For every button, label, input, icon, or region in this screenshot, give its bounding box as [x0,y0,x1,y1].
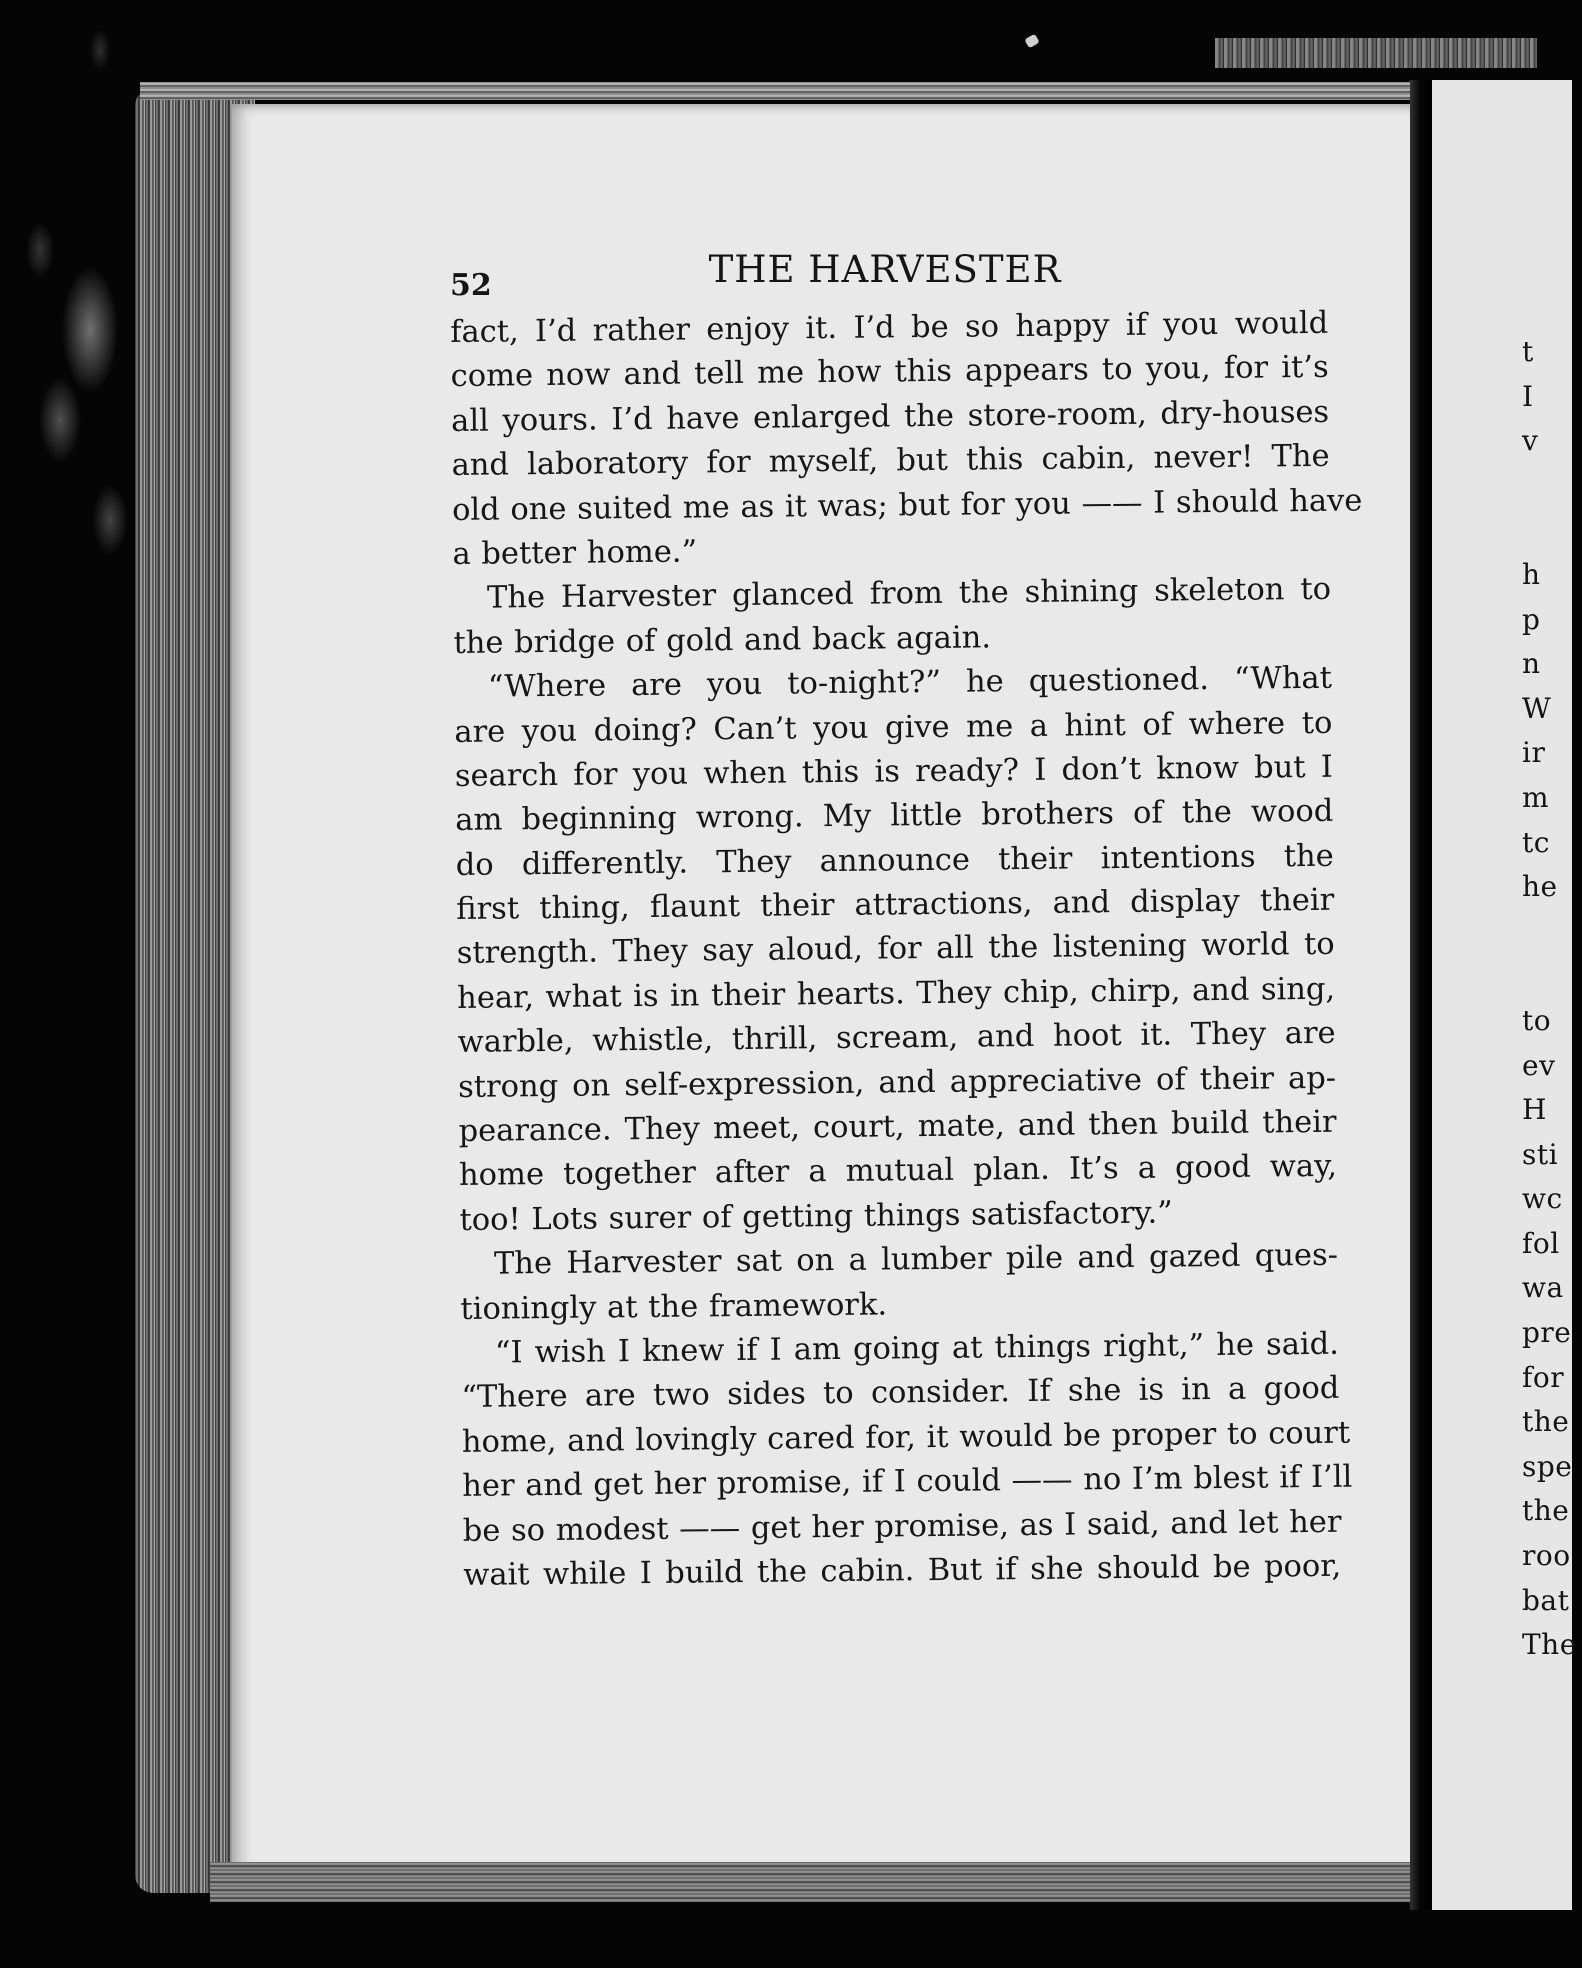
text-line: strength. They say aloud, for all the listening world to [456,927,1335,972]
facing-line-fragment: sti [1522,1137,1559,1171]
text-line: The Harvester glanced from the shining skeleton to [486,572,1332,616]
facing-line-fragment: he [1522,870,1558,904]
facing-line-fragment: ir [1522,736,1546,770]
text-line: warble, whistle, thrill, scream, and hoot it. They are [457,1016,1336,1061]
page-header [450,248,1320,303]
text-line: her and get her promise, if I could —— no I’m blest if I’ll [462,1459,1353,1505]
facing-line-fragment: spe [1522,1449,1573,1483]
text-line: and laboratory for myself, but this cabin, never! The [451,438,1330,484]
book-gutter [1410,80,1432,1910]
facing-line-fragment [1522,954,1582,999]
facing-line-fragment: pre [1522,1316,1572,1350]
facing-line-fragment: bat [1522,1583,1570,1617]
text-line: first thing, flaunt their attractions, and display their [456,882,1335,928]
facing-line-fragment: n [1522,647,1541,681]
text-line: am beginning wrong. My little brothers of the wood [455,794,1334,839]
facing-line-fragment: tc [1522,825,1550,859]
body-text [450,302,1363,1598]
facing-line-fragment: I [1522,379,1534,413]
facing-line-fragment: the [1522,1494,1570,1528]
facing-line-fragment: t [1522,335,1534,368]
facing-line-fragment: h [1522,557,1541,591]
facing-line-fragment: the [1522,1405,1570,1439]
facing-line-fragment: wc [1522,1182,1563,1216]
text-line: the bridge of gold and back again. [453,620,992,661]
page-edges-bottom [210,1862,1440,1902]
text-line: are you doing? Can’t you give me a hint of where to [454,705,1333,750]
text-line: fact, I’d rather enjoy it. I’d be so happy if you would [450,305,1329,350]
facing-line-fragment: ev [1522,1048,1556,1082]
text-line: “Where are you to-night?” he questioned. “What [487,660,1333,705]
text-line: all yours. I’d have enlarged the store-room, dry-houses [450,394,1330,439]
text-line: hear, what is in their hearts. They chip, chirp, and sing, [457,971,1336,1016]
facing-line-fragment: H [1522,1093,1547,1127]
facing-line-fragment [1522,508,1582,553]
text-line: a better home.” [452,534,698,572]
facing-line-fragment: for [1522,1360,1565,1394]
text-line: home together after a mutual plan. It’s a good way, [458,1149,1338,1194]
text-line: old one suited me as it was; but for you —— I should have [451,483,1363,528]
facing-line-fragment: wa [1522,1271,1564,1305]
text-line: wait while I build the cabin. But if she should be poor, [463,1548,1342,1593]
text-line: be so modest —— get her promise, as I said, and let her [462,1504,1342,1549]
scan-speck [1024,34,1039,49]
facing-line-fragment: W [1522,691,1552,725]
scan-artifact [1215,38,1537,68]
facing-line-fragment: roo [1522,1539,1571,1573]
text-line: “There are two sides to consider. If she is in a good [461,1371,1340,1416]
facing-line-fragment [1522,464,1582,509]
text-line: The Harvester sat on a lumber pile and gazed ques- [493,1237,1339,1282]
facing-page-text [1522,330,1582,1668]
facing-line-fragment: to [1522,1003,1552,1037]
text-line: too! Lots surer of getting things satisfactory.” [459,1195,1173,1238]
page-number: 52 [450,268,492,303]
facing-line-fragment: m [1522,780,1550,814]
text-line: strong on self-expression, and appreciative of their ap- [457,1060,1337,1105]
text-line: tioningly at the framework. [460,1287,888,1327]
text-line: search for you when this is ready? I don’t know but I [454,749,1334,794]
text-line: “I wish I knew if I am going at things right,” he said. [494,1326,1340,1371]
page-edges-top [140,82,1430,100]
facing-line-fragment: v [1522,424,1539,458]
facing-line-fragment: The [1522,1628,1577,1662]
text-line: come now and tell me how this appears to you, for it’s [450,350,1329,395]
facing-line-fragment: fol [1522,1226,1560,1260]
text-line: home, and lovingly cared for, it would be proper to court [461,1415,1351,1460]
text-line: do differently. They announce their intentions the [455,838,1334,883]
facing-line-fragment [1522,910,1582,955]
running-title: THE HARVESTER [708,248,1062,291]
scanner-background [0,0,150,1968]
text-line: pearance. They meet, court, mate, and then build their [458,1104,1337,1149]
facing-line-fragment: p [1522,602,1541,636]
